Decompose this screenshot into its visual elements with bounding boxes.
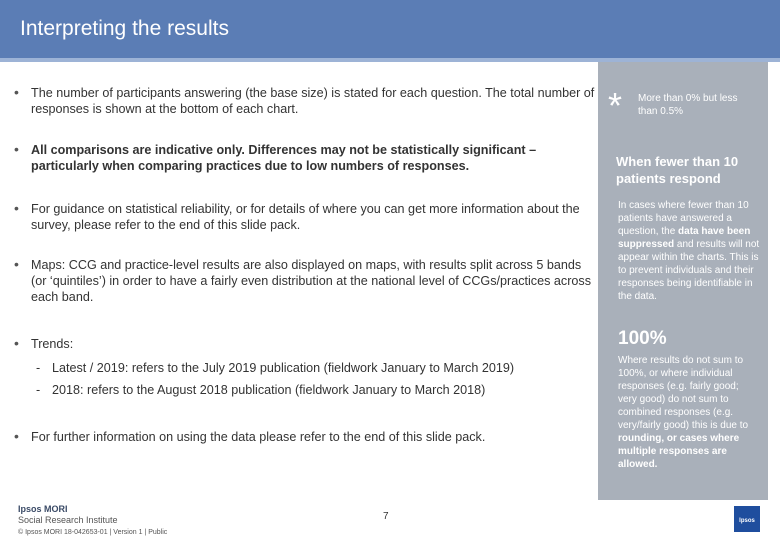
bullet-text: The number of participants answering (the base size) is stated for each question. The total number of responses is shown at the bottom of each chart. — [31, 86, 595, 116]
bullet-dot: • — [14, 84, 19, 100]
bullet-item — [14, 429, 596, 445]
bullet-text: All comparisons are indicative only. Differences may not be statistically significant – particularly when comparing practices due to low numbers of responses. — [31, 143, 537, 173]
hundred-heading: 100% — [618, 328, 667, 349]
trend-text: Latest / 2019: refers to the July 2019 publication (fieldwork January to March 2019) — [52, 361, 515, 375]
asterisk-symbol: * — [608, 85, 623, 126]
bullet-dot: • — [14, 335, 19, 351]
rounding-note: Where results do not sum to 100%, or where individual responses (e.g. fairly good; very good) do not sum to combined responses (e.g. very/fairly good) this is due to rounding, or cases where multiple responses are allowed. — [618, 355, 749, 470]
bullet-text: Trends: — [31, 337, 74, 351]
bullet-item — [14, 142, 596, 174]
bullet-dot: • — [14, 141, 19, 157]
trend-item — [36, 383, 485, 397]
bullet-item — [14, 85, 596, 117]
bullet-item — [14, 257, 596, 305]
suppression-note: In cases where fewer than 10 patients have answered a question, the data have been suppressed and results will not appear within the charts. This is to prevent individuals and their responses being identifiable in the data. — [618, 200, 760, 302]
bullet-item — [14, 336, 596, 352]
bullet-dot: • — [14, 200, 19, 216]
bullet-dot: • — [14, 256, 19, 272]
bullet-text: For guidance on statistical reliability, or for details of where you can get more information about the survey, please refer to the end of this slide pack. — [31, 202, 580, 232]
page-number: 7 — [383, 511, 389, 522]
suppression-heading: When fewer than 10 patients respond — [616, 154, 739, 186]
bullet-text: For further information on using the data please refer to the end of this slide pack. — [31, 430, 486, 444]
dash-marker: - — [36, 383, 41, 397]
logo-brand: Ipsos MORI — [18, 504, 68, 514]
logo-subtitle: Social Research Institute — [18, 515, 118, 525]
asterisk-note: More than 0% but less than 0.5% — [638, 93, 738, 117]
header-bar — [0, 0, 780, 62]
dash-marker: - — [36, 361, 41, 375]
trend-item — [36, 361, 514, 375]
trend-text: 2018: refers to the August 2018 publication (fieldwork January to March 2018) — [52, 383, 486, 397]
ipsos-badge-logo: Ipsos — [734, 506, 760, 532]
ipsos-mori-logo — [18, 504, 118, 526]
bullet-item — [14, 201, 596, 233]
bullet-dot: • — [14, 428, 19, 444]
copyright-text: © Ipsos MORI 18-042653-01 | Version 1 | Public — [18, 529, 168, 536]
sidebar-notes — [598, 62, 768, 500]
bullet-text: Maps: CCG and practice-level results are also displayed on maps, with results split across 5 bands (or ‘quintiles’) in order to have a fairly even distribution at the national level of CCGs/practices across each band. — [31, 258, 591, 304]
page-title: Interpreting the results — [20, 17, 229, 40]
